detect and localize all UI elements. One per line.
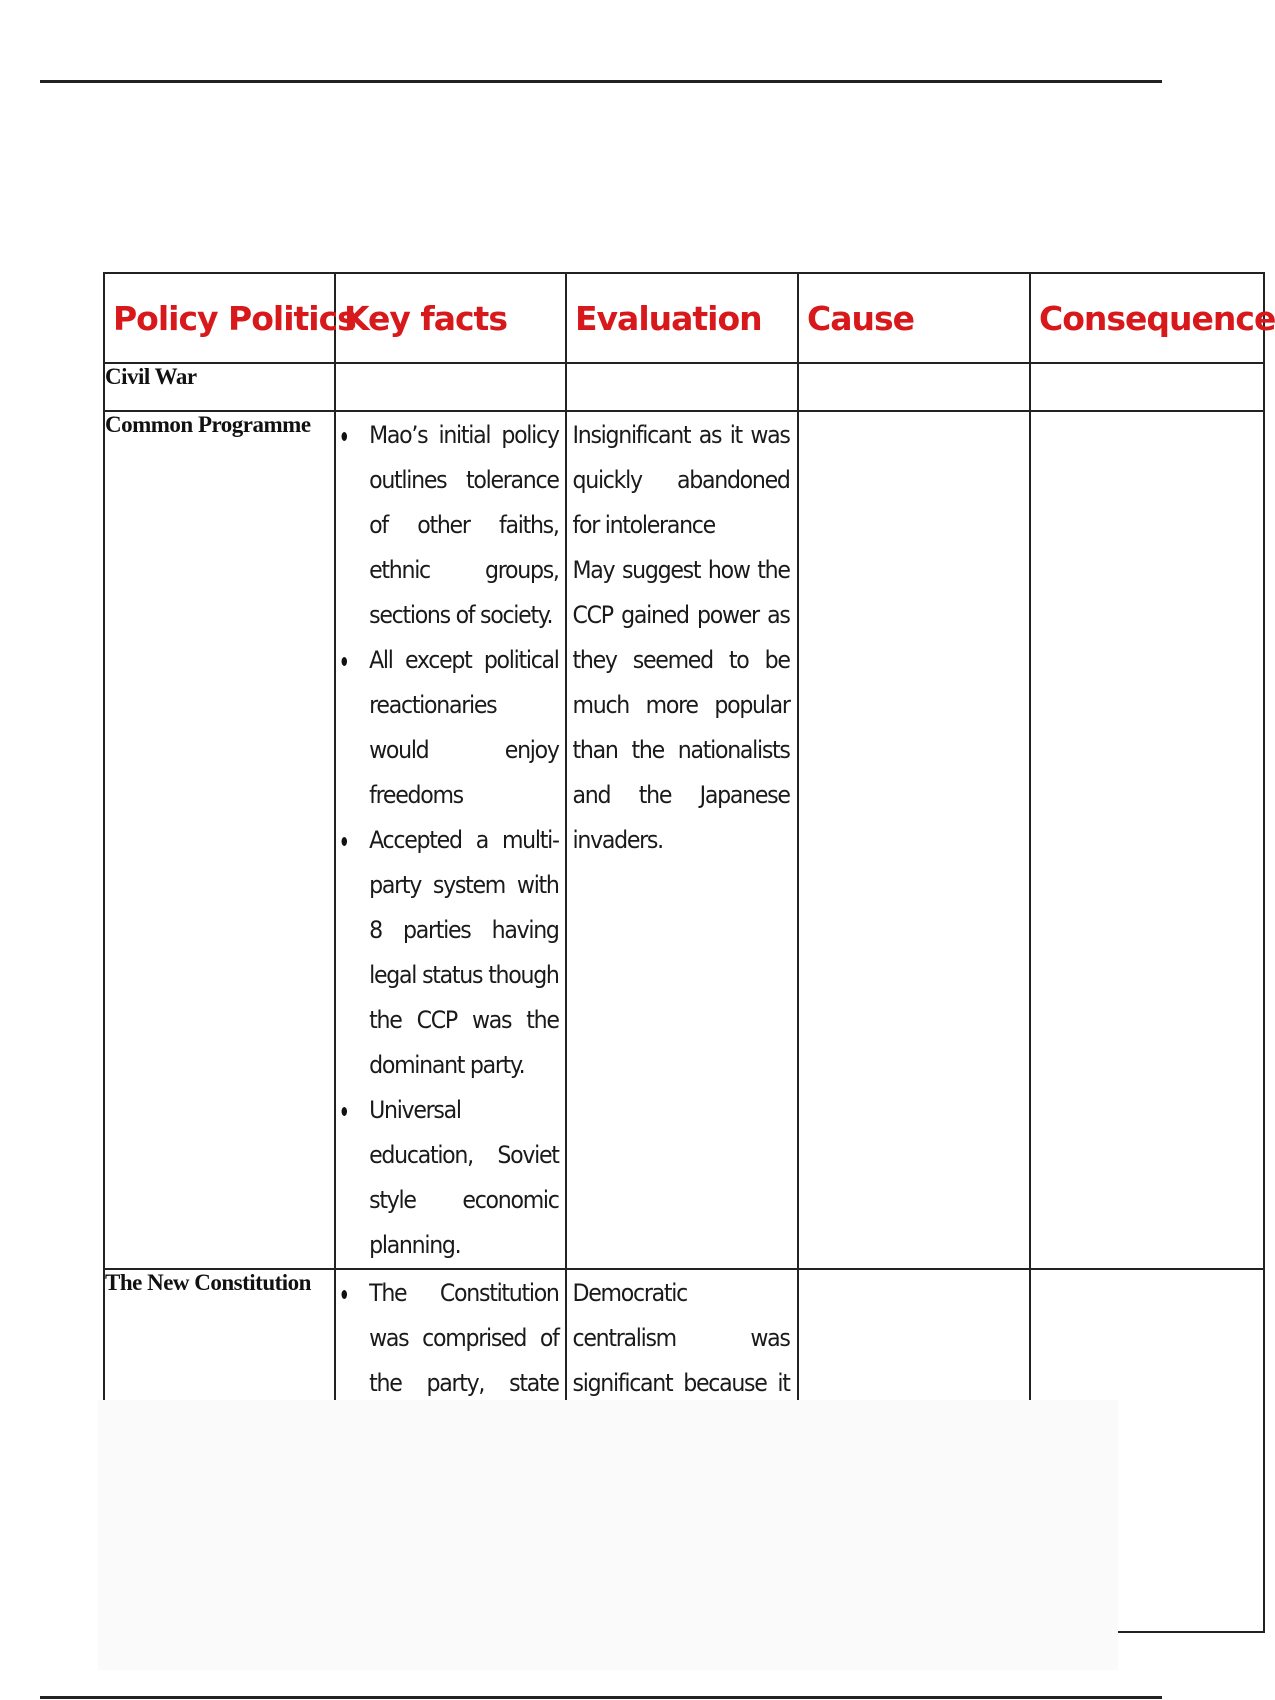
table-row bbox=[104, 411, 1264, 1269]
header-rule bbox=[40, 80, 1162, 83]
cause-cell bbox=[798, 363, 1030, 411]
list-item: Universal education, Soviet style economic planning. bbox=[336, 1088, 559, 1268]
policy-cell: The New Constitution bbox=[104, 1269, 335, 1632]
key-facts-cell bbox=[335, 363, 566, 411]
list-item: The Constitution was comprised of the party, state bbox=[336, 1271, 559, 1631]
evaluation-paragraph: Insignificant as it was quickly abandoned for intolerance bbox=[572, 421, 790, 539]
cause-cell bbox=[798, 411, 1030, 1269]
key-facts-cell bbox=[335, 411, 566, 1269]
consequence-cell bbox=[1030, 411, 1264, 1269]
page-background-area bbox=[98, 1400, 1118, 1670]
header-policy-politics: Policy Politics bbox=[104, 273, 335, 363]
list-item: Mao’s initial policy outlines tolerance of other faiths, ethnic groups, sections of society. bbox=[336, 413, 559, 638]
policy-cell: Common Programme bbox=[104, 411, 335, 1269]
table-row bbox=[104, 363, 1264, 411]
evaluation-paragraph: Democratic centralism was significant because it bbox=[572, 1279, 790, 1397]
list-item: Accepted a multi-party system with 8 parties having legal status though the CCP was the dominant party. bbox=[336, 818, 559, 1088]
evaluation-cell bbox=[566, 363, 798, 411]
table-header-row bbox=[104, 273, 1264, 363]
key-facts-list bbox=[336, 413, 562, 1268]
evaluation-cell bbox=[566, 411, 798, 1269]
footer-rule bbox=[40, 1696, 1162, 1699]
list-item: All except political reactionaries would enjoy freedoms bbox=[336, 638, 559, 818]
header-consequence: Consequence bbox=[1030, 273, 1264, 363]
header-cause: Cause bbox=[798, 273, 1030, 363]
header-evaluation: Evaluation bbox=[566, 273, 798, 363]
policy-cell: Civil War bbox=[104, 363, 335, 411]
evaluation-paragraph: May suggest how the CCP gained power as they seemed to be much more popular than the nationalists and the Japanese invaders. bbox=[572, 556, 790, 854]
consequence-cell bbox=[1030, 363, 1264, 411]
header-key-facts: Key facts bbox=[335, 273, 566, 363]
